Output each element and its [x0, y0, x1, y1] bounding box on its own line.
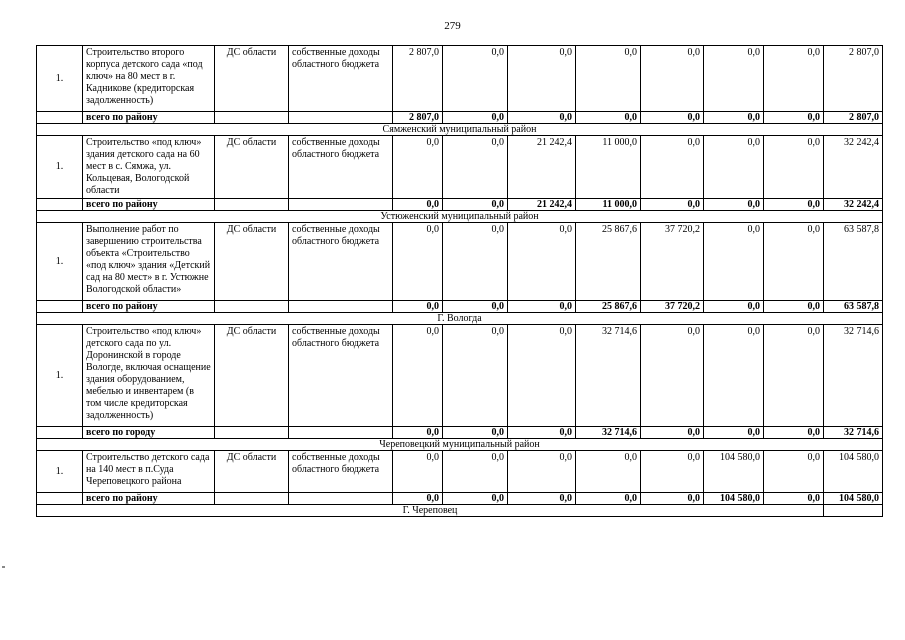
region-name: Г. Череповец — [37, 505, 824, 517]
item-value-cell: 0,0 — [508, 325, 576, 427]
item-value-cell: 25 867,6 — [576, 223, 641, 301]
total-empty-cell — [215, 112, 289, 124]
region-header-row — [37, 505, 883, 517]
total-row — [37, 112, 883, 124]
total-value-cell: 2 807,0 — [824, 112, 883, 124]
item-funding-source: собственные доходы областного бюджета — [289, 223, 393, 301]
item-value-cell: 0,0 — [443, 325, 508, 427]
item-funding-source: собственные доходы областного бюджета — [289, 451, 393, 493]
total-value-cell: 0,0 — [443, 199, 508, 211]
item-value-cell: 0,0 — [704, 136, 764, 199]
item-value-cell: 0,0 — [641, 46, 704, 112]
region-name: Г. Вологда — [37, 313, 883, 325]
item-value-cell: 0,0 — [508, 451, 576, 493]
total-value-cell: 32 714,6 — [824, 427, 883, 439]
page-number: 279 — [444, 20, 461, 32]
item-value-cell: 104 580,0 — [824, 451, 883, 493]
item-value-cell: 32 714,6 — [576, 325, 641, 427]
total-value-cell: 0,0 — [641, 427, 704, 439]
total-value-cell: 0,0 — [393, 427, 443, 439]
total-value-cell: 0,0 — [443, 493, 508, 505]
item-name: Строительство детского сада на 140 мест в п.Суда Череповецкого района — [83, 451, 215, 493]
item-value-cell: 0,0 — [443, 46, 508, 112]
item-name: Строительство «под ключ» здания детского сада на 60 мест в с. Сямжа, ул. Кольцевая, Вологодской области — [83, 136, 215, 199]
item-name: Строительство «под ключ» детского сада по ул. Доронинской в городе Вологде, включая оснащение здания оборудованием, мебелью и инвентарем (в том числе кредиторская задолженность) — [83, 325, 215, 427]
item-number: 1. — [37, 325, 83, 427]
total-value-cell: 0,0 — [764, 427, 824, 439]
total-value-cell: 32 714,6 — [576, 427, 641, 439]
item-funding-source: собственные доходы областного бюджета — [289, 325, 393, 427]
total-value-cell: 104 580,0 — [824, 493, 883, 505]
total-row — [37, 427, 883, 439]
total-value-cell: 11 000,0 — [576, 199, 641, 211]
total-value-cell: 0,0 — [641, 112, 704, 124]
region-header-row — [37, 439, 883, 451]
total-value-cell: 0,0 — [641, 493, 704, 505]
item-value-cell: 0,0 — [764, 451, 824, 493]
total-empty-cell — [289, 427, 393, 439]
table-row — [37, 451, 883, 493]
total-spacer — [37, 427, 83, 439]
total-value-cell: 0,0 — [508, 112, 576, 124]
total-empty-cell — [215, 427, 289, 439]
table-row — [37, 136, 883, 199]
item-funding-source: собственные доходы областного бюджета — [289, 136, 393, 199]
total-empty-cell — [215, 199, 289, 211]
item-value-cell: 2 807,0 — [824, 46, 883, 112]
total-value-cell: 0,0 — [764, 301, 824, 313]
item-value-cell: 0,0 — [576, 46, 641, 112]
total-value-cell: 0,0 — [393, 493, 443, 505]
item-number: 1. — [37, 136, 83, 199]
total-row — [37, 199, 883, 211]
total-row — [37, 493, 883, 505]
budget-table — [36, 45, 883, 517]
total-value-cell: 0,0 — [443, 301, 508, 313]
item-value-cell: 0,0 — [764, 46, 824, 112]
item-value-cell: 0,0 — [443, 451, 508, 493]
item-name: Строительство второго корпуса детского сада «под ключ» на 80 мест в г. Кадникове (кредиторская задолженность) — [83, 46, 215, 112]
item-value-cell: 37 720,2 — [641, 223, 704, 301]
total-label: всего по городу — [83, 427, 215, 439]
total-empty-cell — [289, 112, 393, 124]
item-customer: ДС области — [215, 46, 289, 112]
item-customer: ДС области — [215, 451, 289, 493]
table-row — [37, 223, 883, 301]
total-value-cell: 104 580,0 — [704, 493, 764, 505]
item-number: 1. — [37, 223, 83, 301]
total-value-cell: 0,0 — [704, 199, 764, 211]
table-body — [37, 46, 883, 517]
total-label: всего по району — [83, 112, 215, 124]
total-label: всего по району — [83, 301, 215, 313]
item-value-cell: 0,0 — [641, 451, 704, 493]
item-value-cell: 0,0 — [641, 136, 704, 199]
item-value-cell: 0,0 — [704, 223, 764, 301]
item-value-cell: 0,0 — [764, 136, 824, 199]
total-value-cell: 37 720,2 — [641, 301, 704, 313]
region-name: Череповецкий муниципальный район — [37, 439, 883, 451]
total-empty-cell — [289, 199, 393, 211]
total-value-cell: 0,0 — [576, 112, 641, 124]
item-value-cell: 0,0 — [576, 451, 641, 493]
total-value-cell: 0,0 — [508, 493, 576, 505]
total-value-cell: 0,0 — [641, 199, 704, 211]
region-name: Устюженский муниципальный район — [37, 211, 883, 223]
item-customer: ДС области — [215, 136, 289, 199]
total-value-cell: 0,0 — [764, 112, 824, 124]
item-value-cell: 21 242,4 — [508, 136, 576, 199]
total-value-cell: 25 867,6 — [576, 301, 641, 313]
item-value-cell: 104 580,0 — [704, 451, 764, 493]
item-value-cell: 0,0 — [393, 451, 443, 493]
item-funding-source: собственные доходы областного бюджета — [289, 46, 393, 112]
total-spacer — [37, 199, 83, 211]
item-value-cell: 0,0 — [704, 46, 764, 112]
total-value-cell: 0,0 — [764, 199, 824, 211]
total-value-cell: 63 587,8 — [824, 301, 883, 313]
item-value-cell: 0,0 — [393, 325, 443, 427]
item-value-cell: 0,0 — [508, 223, 576, 301]
total-value-cell: 0,0 — [508, 301, 576, 313]
total-value-cell: 0,0 — [764, 493, 824, 505]
total-empty-cell — [215, 301, 289, 313]
total-value-cell: 0,0 — [393, 301, 443, 313]
total-value-cell: 0,0 — [443, 112, 508, 124]
table-row — [37, 325, 883, 427]
total-value-cell: 0,0 — [576, 493, 641, 505]
item-value-cell: 32 242,4 — [824, 136, 883, 199]
item-value-cell: 0,0 — [443, 223, 508, 301]
total-value-cell: 0,0 — [704, 112, 764, 124]
total-empty-cell — [215, 493, 289, 505]
item-value-cell: 0,0 — [641, 325, 704, 427]
region-header-row — [37, 211, 883, 223]
item-customer: ДС области — [215, 325, 289, 427]
item-number: 1. — [37, 451, 83, 493]
item-value-cell: 2 807,0 — [393, 46, 443, 112]
item-value-cell: 0,0 — [508, 46, 576, 112]
total-value-cell: 21 242,4 — [508, 199, 576, 211]
total-spacer — [37, 301, 83, 313]
total-value-cell: 0,0 — [704, 301, 764, 313]
item-customer: ДС области — [215, 223, 289, 301]
total-row — [37, 301, 883, 313]
total-value-cell: 0,0 — [393, 199, 443, 211]
total-value-cell: 0,0 — [508, 427, 576, 439]
empty-cell — [824, 505, 883, 517]
table-row — [37, 46, 883, 112]
total-empty-cell — [289, 301, 393, 313]
total-spacer — [37, 112, 83, 124]
item-value-cell: 0,0 — [764, 325, 824, 427]
total-empty-cell — [289, 493, 393, 505]
total-label: всего по району — [83, 493, 215, 505]
item-value-cell: 0,0 — [764, 223, 824, 301]
total-spacer — [37, 493, 83, 505]
item-value-cell: 0,0 — [393, 223, 443, 301]
item-value-cell: 32 714,6 — [824, 325, 883, 427]
region-name: Сямженский муниципальный район — [37, 124, 883, 136]
item-value-cell: 11 000,0 — [576, 136, 641, 199]
region-header-row — [37, 313, 883, 325]
item-value-cell: 0,0 — [393, 136, 443, 199]
total-value-cell: 32 242,4 — [824, 199, 883, 211]
item-number: 1. — [37, 46, 83, 112]
item-name: Выполнение работ по завершению строительства объекта «Строительство «под ключ» здания «Детский сад на 80 мест» в г. Устюжне Вологодской области» — [83, 223, 215, 301]
region-header-row — [37, 124, 883, 136]
item-value-cell: 0,0 — [704, 325, 764, 427]
item-value-cell: 63 587,8 — [824, 223, 883, 301]
total-label: всего по району — [83, 199, 215, 211]
total-value-cell: 0,0 — [443, 427, 508, 439]
total-value-cell: 0,0 — [704, 427, 764, 439]
total-value-cell: 2 807,0 — [393, 112, 443, 124]
item-value-cell: 0,0 — [443, 136, 508, 199]
scan-mark — [2, 566, 5, 568]
